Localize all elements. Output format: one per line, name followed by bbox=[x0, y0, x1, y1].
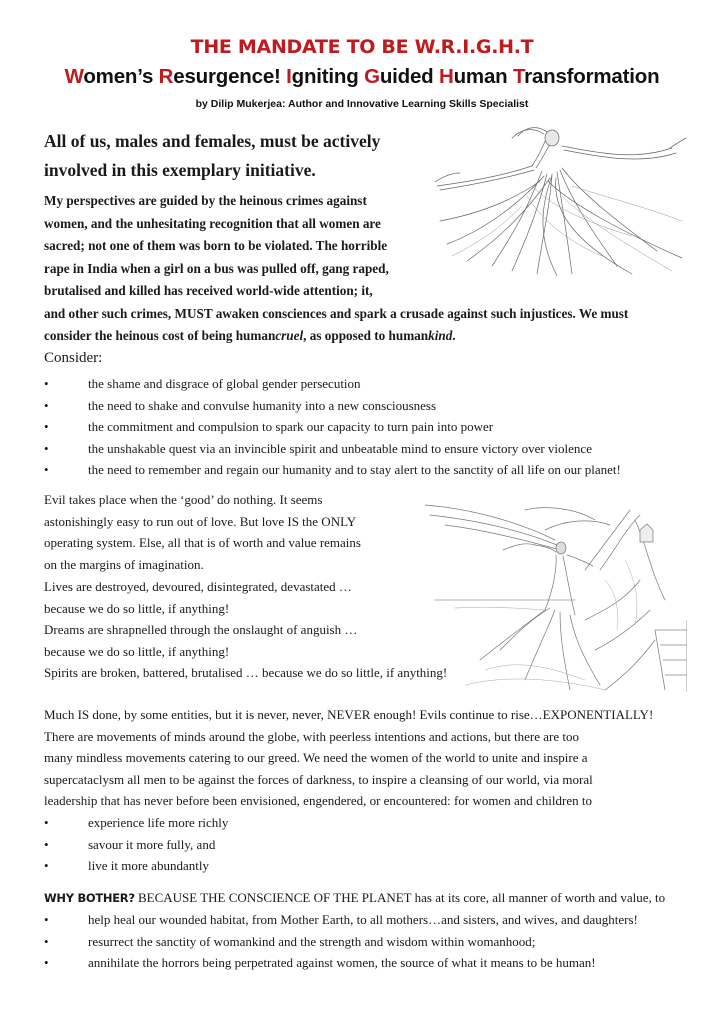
list-item: • live it more abundantly bbox=[44, 855, 694, 877]
byline: by Dilip Mukerjea: Author and Innovative Learning Skills Specialist bbox=[195, 98, 529, 110]
why-heading: WHY BOTHER? bbox=[44, 891, 135, 905]
intro-last-mid: , as opposed to human bbox=[303, 328, 429, 343]
subtitle-part: gniting bbox=[291, 65, 365, 88]
emphasis-kind: kind bbox=[428, 328, 453, 343]
subtitle-part: esurgence! bbox=[173, 65, 287, 88]
evil-line: on the margins of imagination. bbox=[44, 556, 204, 572]
list-item: • experience life more richly bbox=[44, 812, 694, 834]
lives-line: because we do so little, if anything! bbox=[44, 643, 230, 659]
intro-last-line bbox=[44, 325, 674, 348]
much-line: There are movements of minds around the globe, with peerless intentions and actions, but there are too bbox=[44, 728, 580, 744]
intro-line: My perspectives are guided by the heinous crimes against bbox=[44, 193, 367, 208]
lives-line: Dreams are shrapnelled through the onslaught of anguish … bbox=[44, 622, 358, 638]
why-paragraph bbox=[44, 887, 694, 910]
intro-last-prefix: consider the heinous cost of being human bbox=[44, 328, 276, 343]
consider-list bbox=[44, 373, 694, 481]
consider-label: Consider: bbox=[44, 350, 103, 366]
intro-line: and other such crimes, MUST awaken consciences and spark a crusade against such injustices. We must bbox=[44, 305, 629, 321]
subtitle-part: R bbox=[158, 65, 174, 88]
subtitle-part: ransformation bbox=[524, 65, 660, 88]
evil-line: astonishingly easy to run out of love. But love IS the ONLY bbox=[44, 513, 357, 529]
intro-line: rape in India when a girl on a bus was pulled off, gang raped, bbox=[44, 260, 389, 276]
evil-line: Evil takes place when the ‘good’ do nothing. It seems bbox=[44, 492, 323, 507]
subtitle-part: omen’s bbox=[83, 65, 159, 88]
list-item: • annihilate the horrors being perpetrated against women, the source of what it means to be human! bbox=[44, 952, 694, 974]
list-item: • savour it more fully, and bbox=[44, 834, 694, 856]
list-item: • resurrect the sanctity of womankind and the strength and wisdom within womanhood; bbox=[44, 931, 694, 953]
subtitle-part: uided bbox=[379, 65, 439, 88]
emphasis-cruel: cruel bbox=[275, 328, 304, 343]
intro-line: brutalised and killed has received world-wide attention; it, bbox=[44, 283, 373, 298]
why-list bbox=[44, 909, 694, 974]
subtitle-part: G bbox=[364, 65, 380, 88]
much-line: supercataclysm all men to be against the forces of darkness, to inspire a cleansing of our world, via moral bbox=[44, 771, 593, 787]
evil-line: operating system. Else, all that is of worth and value remains bbox=[44, 535, 361, 551]
lives-line: Spirits are broken, battered, brutalised … because we do so little, if anything! bbox=[44, 665, 448, 681]
intro-last-end: . bbox=[452, 328, 456, 343]
subtitle-part: W bbox=[64, 65, 84, 88]
much-line: leadership that has never before been envisioned, engendered, or encountered: for women and children to bbox=[44, 793, 592, 809]
much-paragraph bbox=[44, 704, 694, 812]
much-line: Much IS done, by some entities, but it is never, never, NEVER enough! Evils continue to rise…EXPONENTIALLY! bbox=[44, 707, 654, 722]
list-item: • help heal our wounded habitat, from Mother Earth, to all mothers…and sisters, and wives, and daughters! bbox=[44, 909, 694, 931]
evil-paragraph bbox=[44, 489, 414, 575]
list-item: • the need to remember and regain our humanity and to stay alert to the sanctity of all life on our planet! bbox=[44, 459, 694, 481]
subtitle-part: uman bbox=[453, 65, 513, 88]
lead-line: involved in this exemplary initiative. bbox=[44, 160, 316, 180]
list-item: • the shame and disgrace of global gender persecution bbox=[44, 373, 694, 395]
intro-line: sacred; not one of them was born to be violated. The horrible bbox=[44, 238, 388, 253]
lives-paragraph bbox=[44, 576, 464, 684]
subtitle-part: I bbox=[286, 65, 292, 88]
lives-line: Lives are destroyed, devoured, disintegrated, devastated … bbox=[44, 579, 352, 594]
woman-on-cliff-illustration bbox=[425, 500, 687, 692]
why-line bbox=[44, 887, 694, 910]
list-item: • the commitment and compulsion to spark our capacity to turn pain into power bbox=[44, 416, 694, 438]
much-line: many mindless movements catering to our greed. We need the women of the world to unite and inspire a bbox=[44, 750, 588, 766]
document-subtitle bbox=[0, 65, 724, 89]
subtitle-part: T bbox=[512, 65, 525, 88]
subtitle-part: H bbox=[438, 65, 454, 88]
list-item: • the need to shake and convulse humanity into a new consciousness bbox=[44, 395, 694, 417]
list-item: • the unshakable quest via an invincible spirit and unbeatable mind to ensure victory over violence bbox=[44, 438, 694, 460]
lead-statement bbox=[44, 127, 424, 185]
intro-paragraph bbox=[44, 190, 674, 348]
lead-line: All of us, males and females, must be actively bbox=[44, 131, 381, 151]
lives-line: because we do so little, if anything! bbox=[44, 600, 230, 616]
intro-line: women, and the unhesitating recognition that all women are bbox=[44, 215, 381, 231]
document-title: THE MANDATE TO BE W.R.I.G.H.T bbox=[190, 36, 534, 58]
why-text: BECAUSE THE CONSCIENCE OF THE PLANET has at its core, all manner of worth and value, to bbox=[134, 890, 666, 905]
much-list bbox=[44, 812, 694, 877]
